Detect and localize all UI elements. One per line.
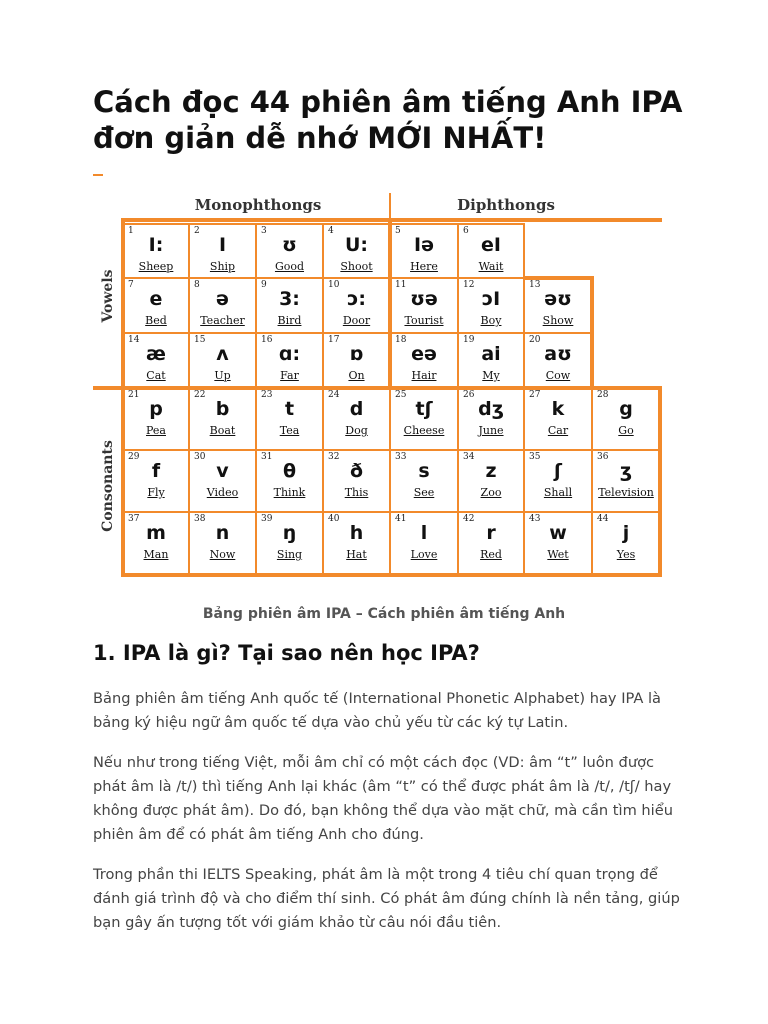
ipa-example-word: Now [209, 548, 236, 561]
ipa-symbol: ʃ [554, 460, 562, 482]
ipa-example-word: Up [214, 369, 231, 382]
ipa-symbol: I [218, 234, 227, 256]
ipa-symbol: ð [349, 460, 364, 482]
paragraph-2: Nếu như trong tiếng Việt, mỗi âm chỉ có một cách đọc (VD: âm “t” luôn được phát âm là /t/) thì tiếng Anh lại khác (âm “t” có thể được phát âm là /t/, /tʃ/ hay không được phát âm). Do đó, bạn không thể dựa vào mặt chữ, mà cần tìm hiểu phiên âm để có phát âm tiếng Anh cho đúng. [93, 754, 673, 843]
ipa-cell [526, 451, 590, 511]
ipa-cell [392, 334, 456, 387]
ipa-symbol: tʃ [415, 398, 433, 420]
ipa-cell [325, 451, 388, 511]
title-accent-bar [93, 174, 103, 176]
ipa-symbol: t [284, 398, 295, 420]
ipa-example-word: Wet [547, 548, 569, 561]
ipa-example-word: Shall [543, 486, 573, 499]
ipa-example-word: Wait [478, 260, 504, 273]
ipa-cell [191, 279, 254, 332]
ipa-cell-number: 36 [597, 452, 609, 462]
ipa-cell-number: 13 [529, 280, 541, 290]
ipa-cell [460, 225, 522, 277]
ipa-example-word: Go [618, 424, 634, 437]
ipa-cell-number: 8 [194, 280, 200, 290]
ipa-cell [526, 513, 590, 574]
ipa-symbol: m [146, 522, 166, 544]
ipa-example-word: Fly [147, 486, 165, 499]
ipa-symbol: h [349, 522, 364, 544]
ipa-cell [258, 389, 321, 449]
ipa-cell-number: 37 [128, 514, 140, 524]
ipa-example-word: Red [480, 548, 502, 561]
ipa-cell [191, 389, 254, 449]
ipa-cell [325, 225, 388, 277]
ipa-symbol: ɒ [349, 343, 364, 365]
ipa-symbol: 3: [279, 288, 300, 310]
ipa-cell [125, 279, 187, 332]
ipa-cell-number: 39 [261, 514, 273, 524]
ipa-cell [526, 279, 590, 332]
ipa-cell-number: 23 [261, 390, 273, 400]
ipa-cell-number: 29 [128, 452, 140, 462]
ipa-cell [392, 513, 456, 574]
monophthongs-header: Monophthongs [194, 196, 322, 214]
ipa-cell-number: 42 [463, 514, 475, 524]
ipa-cell [325, 513, 388, 574]
ipa-cell [526, 389, 590, 449]
ipa-cell [258, 451, 321, 511]
ipa-cell-number: 17 [328, 335, 340, 345]
ipa-example-word: Bird [277, 314, 302, 327]
ipa-example-word: Boy [480, 314, 502, 327]
ipa-example-word: Yes [616, 548, 636, 561]
ipa-example-word: Dog [345, 424, 368, 437]
vowels-label: Vowels [100, 269, 116, 323]
ipa-cell-number: 35 [529, 452, 541, 462]
ipa-chart [93, 190, 671, 580]
ipa-cell-number: 40 [328, 514, 340, 524]
consonants-label: Consonants [100, 440, 116, 532]
ipa-cell [594, 451, 658, 511]
ipa-symbol: e [149, 288, 163, 310]
ipa-cell-number: 34 [463, 452, 475, 462]
ipa-cell [460, 279, 522, 332]
ipa-cell [325, 389, 388, 449]
ipa-symbol: ə [216, 288, 229, 310]
ipa-cell-number: 9 [261, 280, 267, 290]
ipa-symbol: I: [148, 234, 164, 256]
ipa-cell-number: 30 [194, 452, 206, 462]
ipa-cell-number: 20 [529, 335, 541, 345]
ipa-cell-number: 43 [529, 514, 541, 524]
ipa-cell-number: 33 [395, 452, 407, 462]
ipa-symbol: æ [146, 343, 166, 365]
ipa-example-word: Show [542, 314, 574, 327]
ipa-cell-number: 3 [261, 226, 267, 236]
ipa-cell [125, 389, 187, 449]
ipa-cell [392, 279, 456, 332]
ipa-symbol: r [486, 522, 496, 544]
ipa-symbol: d [349, 398, 364, 420]
ipa-cell-number: 38 [194, 514, 206, 524]
ipa-cell-number: 10 [328, 280, 340, 290]
ipa-example-word: Cheese [403, 424, 445, 437]
ipa-symbol: U: [344, 234, 369, 256]
ipa-example-word: Tourist [404, 314, 444, 327]
ipa-cell-number: 44 [597, 514, 609, 524]
ipa-symbol: n [215, 522, 230, 544]
ipa-cell-number: 1 [128, 226, 134, 236]
ipa-cell-number: 14 [128, 335, 140, 345]
ipa-cell-number: 24 [328, 390, 340, 400]
ipa-example-word: My [482, 369, 500, 382]
ipa-cell [392, 225, 456, 277]
ipa-symbol: ʒ [619, 460, 633, 482]
ipa-cell [125, 225, 187, 277]
ipa-cell [325, 334, 388, 387]
ipa-symbol: eə [411, 343, 437, 365]
ipa-symbol: əʊ [544, 288, 572, 310]
ipa-cell [526, 334, 590, 387]
ipa-symbol: z [485, 460, 497, 482]
ipa-cell [258, 334, 321, 387]
ipa-example-word: Cat [146, 369, 166, 382]
ipa-cell-number: 6 [463, 226, 469, 236]
ipa-cell [125, 451, 187, 511]
ipa-cell [258, 513, 321, 574]
ipa-example-word: Zoo [480, 486, 502, 499]
ipa-cell-number: 19 [463, 335, 475, 345]
ipa-cell [460, 389, 522, 449]
ipa-cell-number: 27 [529, 390, 541, 400]
ipa-example-word: Bed [145, 314, 167, 327]
ipa-cell-number: 2 [194, 226, 200, 236]
ipa-example-word: Car [547, 424, 569, 437]
ipa-symbol: s [418, 460, 430, 482]
ipa-cell-number: 22 [194, 390, 206, 400]
ipa-symbol: θ [282, 460, 297, 482]
ipa-cell [191, 225, 254, 277]
ipa-cell-number: 26 [463, 390, 475, 400]
ipa-symbol: v [216, 460, 229, 482]
ipa-cell-number: 18 [395, 335, 407, 345]
ipa-symbol: ŋ [282, 522, 297, 544]
ipa-symbol: ʊə [410, 288, 438, 310]
ipa-cell [594, 513, 658, 574]
ipa-symbol: ai [481, 343, 501, 365]
ipa-cell [460, 334, 522, 387]
ipa-example-word: Think [273, 486, 306, 499]
ipa-cell [392, 389, 456, 449]
ipa-cell [594, 389, 658, 449]
ipa-example-word: June [478, 424, 504, 437]
ipa-cell-number: 4 [328, 226, 334, 236]
ipa-example-word: See [413, 486, 435, 499]
ipa-example-word: Here [410, 260, 438, 273]
ipa-example-word: Good [274, 260, 305, 273]
ipa-symbol: g [619, 398, 633, 420]
ipa-cell [258, 225, 321, 277]
ipa-symbol: f [151, 460, 161, 482]
ipa-symbol: ʊ [282, 234, 297, 256]
ipa-example-word: Pea [146, 424, 166, 437]
ipa-cell [125, 334, 187, 387]
ipa-example-word: Teacher [200, 314, 245, 327]
ipa-symbol: Iə [414, 234, 434, 256]
ipa-cell-number: 12 [463, 280, 475, 290]
ipa-cell-number: 31 [261, 452, 273, 462]
ipa-cell [392, 451, 456, 511]
ipa-example-word: Hair [411, 369, 437, 382]
ipa-symbol: p [149, 398, 163, 420]
ipa-cell [191, 451, 254, 511]
ipa-symbol: ɔI [481, 288, 501, 310]
ipa-example-word: This [344, 486, 369, 499]
ipa-cell-number: 28 [597, 390, 609, 400]
ipa-cell [325, 279, 388, 332]
paragraph-1: Bảng phiên âm tiếng Anh quốc tế (International Phonetic Alphabet) hay IPA là bảng ký hiệu ngữ âm quốc tế dựa vào chủ yếu từ các ký tự Latin. [93, 690, 661, 731]
ipa-symbol: b [215, 398, 230, 420]
ipa-symbol: ʌ [216, 343, 229, 365]
diphthongs-header: Diphthongs [457, 196, 555, 214]
ipa-cell [191, 513, 254, 574]
ipa-cell-number: 32 [328, 452, 340, 462]
ipa-example-word: Man [143, 548, 169, 561]
ipa-example-word: Far [280, 369, 299, 382]
ipa-cell-number: 5 [395, 226, 401, 236]
ipa-symbol: eI [481, 234, 501, 256]
ipa-example-word: Door [342, 314, 371, 327]
ipa-symbol: ɔ: [347, 288, 366, 310]
ipa-cell [258, 279, 321, 332]
ipa-cell [460, 513, 522, 574]
ipa-symbol: ɑ: [278, 343, 301, 365]
ipa-example-word: Sheep [138, 260, 174, 273]
paragraph-3: Trong phần thi IELTS Speaking, phát âm là một trong 4 tiêu chí quan trọng để đánh giá trình độ và cho điểm thí sinh. Có phát âm đúng chính là nền tảng, giúp bạn gây ấn tượng tốt với giám khảo từ câu nói đầu tiên. [93, 866, 680, 931]
ipa-symbol: w [549, 522, 567, 544]
ipa-symbol: j [622, 522, 630, 544]
article-title: Cách đọc 44 phiên âm tiếng Anh IPA đơn giản dễ nhớ MỚI NHẤT! [93, 85, 683, 155]
ipa-cell-number: 7 [128, 280, 134, 290]
ipa-example-word: Hat [346, 548, 367, 561]
ipa-example-word: Television [598, 486, 654, 499]
ipa-cell-number: 16 [261, 335, 273, 345]
ipa-example-word: Boat [209, 424, 236, 437]
ipa-example-word: Sing [276, 548, 303, 561]
ipa-example-word: Cow [545, 369, 571, 382]
ipa-example-word: Ship [209, 260, 236, 273]
ipa-example-word: Shoot [340, 260, 373, 273]
ipa-example-word: Love [410, 548, 438, 561]
ipa-cell [460, 451, 522, 511]
ipa-symbol: l [420, 522, 428, 544]
ipa-cell [191, 334, 254, 387]
ipa-example-word: Video [206, 486, 239, 499]
image-caption: Bảng phiên âm IPA – Cách phiên âm tiếng Anh [202, 606, 566, 622]
section-heading: 1. IPA là gì? Tại sao nên học IPA? [93, 641, 480, 665]
ipa-symbol: dʒ [478, 398, 504, 420]
ipa-cell-number: 15 [194, 335, 206, 345]
ipa-cell-number: 21 [128, 390, 140, 400]
ipa-cell [125, 513, 187, 574]
ipa-cell-number: 11 [395, 280, 407, 290]
ipa-cell-number: 25 [395, 390, 407, 400]
ipa-example-word: On [348, 369, 365, 382]
ipa-cell-number: 41 [395, 514, 407, 524]
ipa-symbol: k [551, 398, 565, 420]
ipa-example-word: Tea [279, 424, 300, 437]
ipa-symbol: aʊ [544, 343, 572, 365]
